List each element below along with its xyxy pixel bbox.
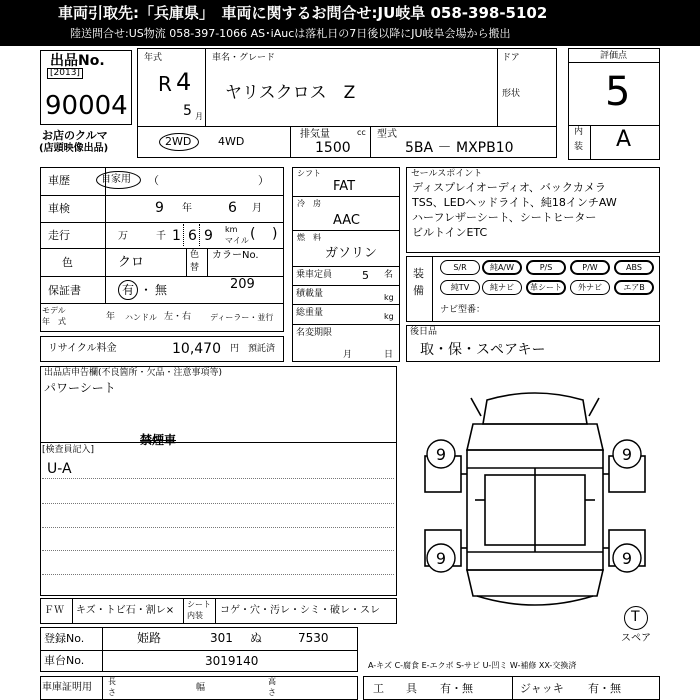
model-year-label-2: 年 式 — [42, 317, 66, 326]
color-no-label: カラーNo. — [212, 250, 259, 261]
fuel-value: ガソリン — [325, 246, 378, 261]
cert-c4: 高 — [268, 677, 276, 686]
shape-label: 形状 — [502, 89, 521, 99]
door-label: ドア — [502, 53, 520, 63]
jack-label: ジャッキ — [520, 682, 564, 695]
inspection-year: 9 — [155, 200, 164, 216]
report-area — [40, 366, 397, 596]
cool-label: 冷 房 — [297, 199, 321, 208]
struck-note: 禁煙車 — [140, 433, 177, 447]
equip-pill-1-0: 純TV — [440, 280, 480, 295]
interior-label-1: 内 — [574, 127, 584, 137]
color-change-2: 替 — [190, 263, 200, 273]
cool-value: AAC — [333, 213, 360, 228]
inspection-month-unit: 月 — [252, 203, 262, 214]
displacement: 1500 — [315, 140, 351, 156]
header-line2: 陸送問合せ:US物流 058-397-1066 AS･iAucは落札日の7日後以降にJU岐阜会場から搬出 — [70, 27, 511, 40]
lot-number: 90004 — [45, 91, 128, 121]
load-unit: kg — [384, 293, 394, 302]
weight-unit: kg — [384, 312, 394, 321]
equip-pill-1-2: 革シート — [526, 280, 566, 295]
disp-label: 排気量 — [300, 129, 330, 140]
fuel-label: 燃 料 — [297, 233, 321, 242]
equip-pill-0-2: P/S — [526, 260, 566, 275]
equip-pill-0-0: S/R — [440, 260, 480, 275]
fw-label: ＦＷ — [44, 605, 64, 616]
mileage-digit-3: 9 — [204, 228, 213, 244]
header-line1: 車両引取先:「兵庫県」 車両に関するお問合せ:JU岐阜 058-398-5102 — [58, 4, 548, 22]
handle-left: 左 — [164, 312, 174, 322]
navi-label: ナビ型番： — [440, 305, 486, 315]
mileage-km: km — [225, 225, 238, 234]
shift-value: FAT — [333, 179, 356, 194]
name-label: 車名・グレード — [212, 53, 276, 63]
sales-point-box — [406, 167, 660, 253]
interior-value: A — [616, 127, 632, 152]
recycle-unit: 円 — [230, 344, 240, 354]
equip-pill-1-1: 純ナビ — [482, 280, 522, 295]
mileage-man: 万 — [118, 231, 128, 242]
cert-c2: さ — [108, 688, 116, 697]
recycle-note: 預託済 — [248, 344, 276, 354]
month-unit: 月 — [195, 112, 203, 121]
deadline-month: 月 — [343, 350, 353, 360]
inspection-year-unit: 年 — [182, 203, 192, 214]
reg-number: 7530 — [298, 631, 329, 645]
mileage-digit-2: 6 — [188, 228, 197, 244]
equip-label-2: 備 — [413, 284, 424, 297]
deadline-day: 日 — [384, 350, 394, 360]
mileage-digit-1: 1 — [172, 228, 181, 244]
history-label: 車歴 — [48, 174, 70, 187]
grade-label: 評価点 — [600, 51, 628, 61]
tire-rl-value: 9 — [435, 549, 447, 568]
chassis-number: 3019140 — [205, 654, 259, 668]
cert-label: 車庫証明用 — [42, 682, 92, 693]
inspector-label: [検査員記入] — [42, 445, 95, 455]
history-paren-close: ） — [258, 174, 269, 187]
equip-pill-0-4: ABS — [614, 260, 654, 275]
tire-fr-value: 9 — [621, 445, 633, 464]
equip-pill-1-4: エアB — [614, 280, 654, 295]
report-text: パワーシート — [44, 381, 116, 395]
cert-c1: 長 — [108, 677, 116, 686]
mileage-sen: 千 — [156, 231, 166, 242]
reg-kana: ぬ — [250, 631, 263, 645]
cert-c3: 幅 — [196, 683, 206, 693]
fw-text: キズ・トビ石・割レ× — [76, 605, 175, 616]
reg-class: 301 — [210, 631, 233, 645]
after-label: 後日品 — [410, 327, 438, 337]
handle-right: 右 — [182, 312, 192, 322]
warranty-yes: 有 — [122, 283, 135, 297]
sales-line-2: TSS、LEDヘッドライト、純18インチAW — [412, 196, 617, 209]
sales-title: セールスポイント — [411, 169, 483, 179]
color-label: 色 — [62, 256, 73, 269]
jack-yes: 有 — [588, 682, 599, 695]
equip-pill-0-1: 純A/W — [482, 260, 522, 275]
inspector-text: U-A — [47, 461, 72, 477]
month: 5 — [183, 103, 192, 119]
chassis-label: 車台No. — [44, 654, 85, 667]
year: 4 — [176, 68, 192, 96]
equip-pill-1-3: 外ナビ — [570, 280, 610, 295]
era: R — [158, 72, 172, 96]
header-bar — [0, 0, 700, 46]
jack-no: 無 — [610, 682, 621, 695]
spare-letter: T — [631, 609, 640, 625]
lot-label: 出品No. — [50, 53, 105, 69]
tools-yes: 有 — [440, 682, 451, 695]
car-diagram — [405, 380, 665, 620]
cert-c5: さ — [268, 688, 276, 697]
shift-label: シフト — [297, 169, 321, 178]
inspection-label: 車検 — [48, 202, 70, 215]
handle-label: ハンドル — [125, 313, 157, 322]
seat-label-1: シート — [187, 600, 211, 609]
color-no: 209 — [230, 277, 255, 292]
reg-label: 登録No. — [44, 632, 85, 645]
capacity-unit: 名 — [384, 270, 394, 280]
equip-label-1: 装 — [413, 267, 424, 280]
inspection-month: 6 — [228, 200, 237, 216]
mileage-mile: マイル — [225, 236, 249, 245]
after-value: 取・保・スペアキー — [420, 342, 546, 358]
model-label: 型式 — [377, 129, 397, 140]
model-year-label-1: モデル — [42, 306, 66, 315]
dealer-label: ディーラー・並行 — [210, 313, 274, 322]
tools-no: 無 — [462, 682, 473, 695]
recycle-value: 10,470 — [172, 341, 221, 357]
sales-line-3: ハーフレザーシート、シートヒーター — [412, 211, 597, 224]
recycle-label: リサイクル料金 — [48, 343, 117, 354]
warranty-no: 無 — [155, 283, 168, 297]
load-label: 積載量 — [296, 289, 324, 299]
seat-text: コゲ・穴・汚レ・シミ・破レ・スレ — [220, 605, 380, 616]
tools-label: 工 具 — [373, 682, 417, 695]
grade-value: 5 — [605, 69, 631, 115]
seat-label-2: 内装 — [187, 611, 203, 620]
sales-line-1: ディスプレイオーディオ、バックカメラ — [412, 181, 606, 194]
model-code: 5BA － MXPB10 — [405, 140, 514, 156]
mileage-label: 走行 — [48, 229, 70, 242]
equip-pill-0-3: P/W — [570, 260, 610, 275]
year-label: 年式 — [144, 53, 163, 63]
drive-2wd: 2WD — [165, 135, 192, 148]
weight-label: 総重量 — [296, 308, 324, 318]
capacity-value: 5 — [362, 269, 369, 282]
history-private: 自家用 — [101, 174, 131, 185]
capacity-label: 乗車定員 — [296, 270, 333, 280]
report-label: 出品店申告欄(不良箇所・欠品・注意事項等) — [44, 368, 223, 378]
disp-unit: cc — [357, 128, 366, 137]
shop-note-2: (店頭映像出品) — [39, 143, 109, 154]
tire-fl-value: 9 — [435, 445, 447, 464]
model-year-unit: 年 — [106, 312, 116, 322]
tire-rr-value: 9 — [621, 549, 633, 568]
history-paren-open: （ — [148, 174, 159, 187]
car-name: ヤリスクロス Z — [225, 83, 356, 103]
reg-city: 姫路 — [137, 631, 162, 645]
spare-label: スペア — [621, 633, 651, 644]
lot-stamp: [2013] — [47, 68, 83, 79]
sales-line-4: ビルトインETC — [412, 226, 488, 239]
color-change-1: 色 — [190, 250, 200, 260]
warranty-label: 保証書 — [48, 284, 81, 297]
interior-label-2: 装 — [574, 142, 584, 152]
color-value: クロ — [118, 255, 145, 270]
drive-4wd: 4WD — [218, 135, 245, 148]
damage-legend: A-キズ C-腐食 E-エクボ S-サビ U-凹ミ W-補修 XX-交換済 — [368, 661, 577, 670]
shop-note-1: お店のクルマ — [42, 129, 108, 142]
deadline-label: 名変期限 — [296, 328, 333, 338]
